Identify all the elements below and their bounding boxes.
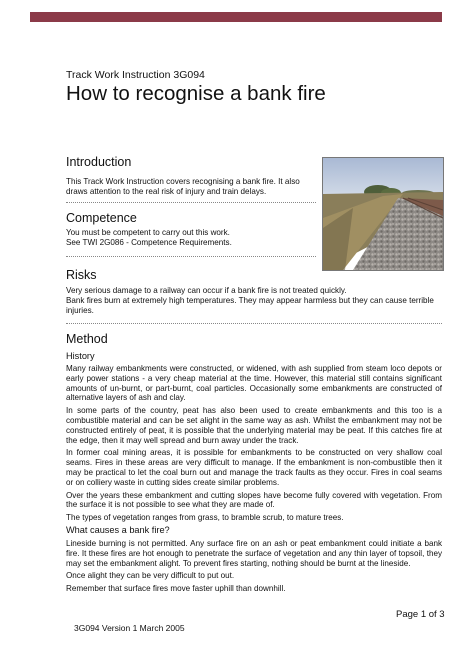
causes-paragraph: Lineside burning is not permitted. Any surface fire on an ash or peat embankment could initiate a bank fire. It these fires are hot enough to penetrate the surface of vegetation and any thin layer of topsoil, they may set the embankment alight. To prevent fires starting, nothing should be burnt at the lineside. <box>66 539 442 568</box>
introduction-heading: Introduction <box>66 155 132 169</box>
method-heading: Method <box>66 332 108 346</box>
divider <box>66 202 316 203</box>
risks-line-1: Very serious damage to a railway can occur if a bank fire is not treated quickly. <box>66 286 347 295</box>
introduction-text <box>66 177 312 200</box>
history-paragraph: The types of vegetation ranges from grass, to bramble scrub, to mature trees. <box>66 513 344 523</box>
risks-heading: Risks <box>66 268 97 282</box>
competence-text <box>66 228 312 248</box>
causes-paragraph: Once alight they can be very difficult to put out. <box>66 571 235 581</box>
causes-text <box>66 539 442 597</box>
causes-heading: What causes a bank fire? <box>66 525 170 535</box>
top-color-bar <box>30 12 442 22</box>
competence-line-2: See TWI 2G086 - Competence Requirements. <box>66 237 232 247</box>
history-heading: History <box>66 351 95 361</box>
document-title: How to recognise a bank fire <box>66 82 326 105</box>
document-subtitle: Track Work Instruction 3G094 <box>66 69 205 81</box>
introduction-paragraph: This Track Work Instruction covers recognising a bank fire. It also draws attention to the real risk of injury and train delays. <box>66 177 300 196</box>
history-paragraph: Many railway embankments were constructed, or widened, with ash supplied from steam loco depots or early power stations - a very cheap material at the time. However, this material still contains significant amounts of un-burnt, or part-burnt, coal particles. Occasionally some embankments are constructed of alternative layers of ash and clay. <box>66 364 442 403</box>
page-number: Page 1 of 3 <box>396 609 445 620</box>
history-paragraph: In former coal mining areas, it is possible for embankments to be constructed on very shallow coal seams. Fires in these areas are very difficult to manage. If the embankment is non-combustible then it may be practical to let the coal burn out and manage the track faults as they occur. Fires in coal seams or on colliery waste in cutting sides create similar problems. <box>66 448 442 487</box>
risks-text <box>66 286 442 315</box>
competence-line-1: You must be competent to carry out this work. <box>66 228 230 237</box>
divider <box>66 323 442 324</box>
divider <box>66 256 316 257</box>
history-paragraph: In some parts of the country, peat has also been used to create embankments and this too is a combustible material and can be set alight in the same way as ash. Whilst the embankment may not be constructed entirely of peat, it is possible that the underlying material may be peat. If this catches fire at the edge, then it may well spread and burn away under the track. <box>66 406 442 445</box>
document-footer: 3G094 Version 1 March 2005 <box>74 623 185 633</box>
railway-embankment-photo <box>322 157 444 271</box>
history-text <box>66 364 442 526</box>
causes-paragraph: Remember that surface fires move faster uphill than downhill. <box>66 584 286 594</box>
competence-heading: Competence <box>66 211 137 225</box>
history-paragraph: Over the years these embankment and cutting slopes have become fully covered with vegetation. From the surface it is not possible to see what they are made of. <box>66 490 442 510</box>
risks-line-2: Bank fires burn at extremely high temperatures. They may appear harmless but they can cause terrible injuries. <box>66 295 434 315</box>
